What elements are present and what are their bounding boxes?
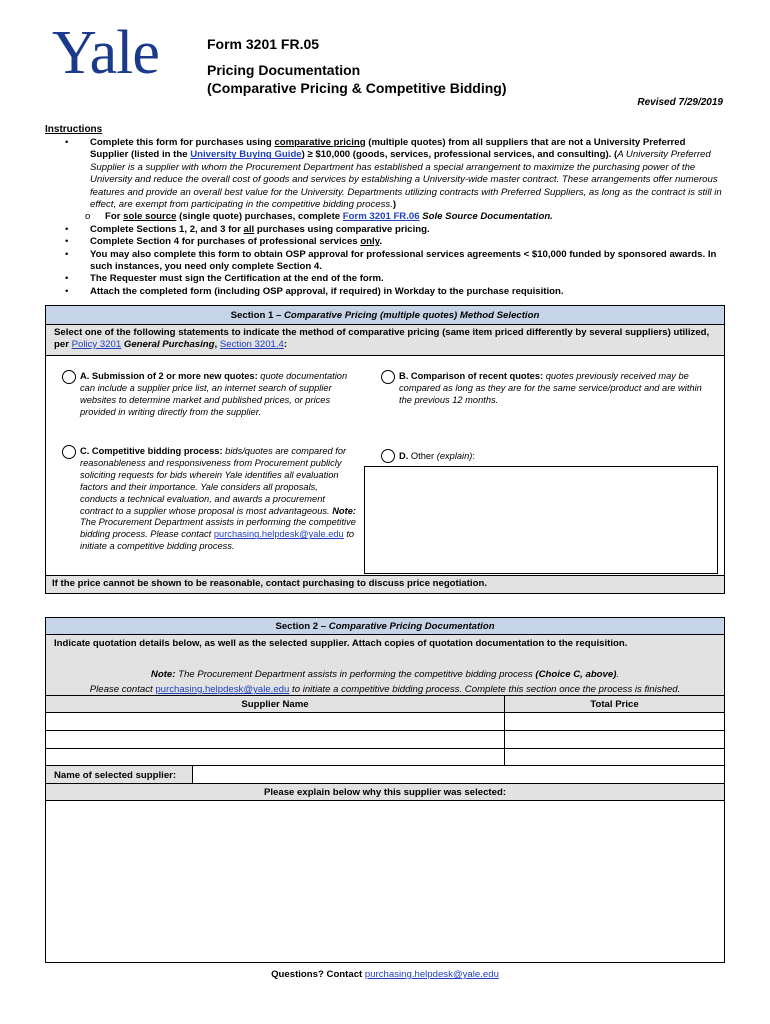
purchasing-helpdesk-email-link[interactable]: purchasing.helpdesk@yale.edu: [155, 684, 290, 695]
bullet-icon: •: [65, 137, 69, 148]
section2-note-text: The Procurement Department assists in performing the competitive bidding process: [175, 669, 536, 680]
instruction-text: Complete Section 4 for purchases of professional services: [90, 236, 361, 248]
form-3201-fr06-link[interactable]: Form 3201 FR.06: [342, 211, 420, 223]
section1-title-text: Comparative Pricing (multiple quotes) Method Selection: [283, 310, 540, 321]
form-title-line2: (Comparative Pricing & Competitive Bidding): [207, 80, 507, 96]
option-d-description: Other: [408, 451, 437, 461]
bullet-icon: •: [65, 273, 69, 285]
instruction-text: purchases using comparative pricing.: [254, 223, 430, 235]
option-c-text: [80, 446, 356, 553]
option-b-radio[interactable]: [381, 370, 395, 384]
option-d-colon: :: [472, 451, 475, 461]
option-b-label: B. Comparison of recent quotes:: [399, 371, 544, 381]
option-a-label: A. Submission of 2 or more new quotes:: [80, 371, 258, 381]
instruction-item: [65, 223, 725, 236]
section2-contact-text: Please contact: [89, 684, 156, 695]
instruction-text: Complete Sections 1, 2, and 3 for: [90, 223, 244, 235]
supplier-name-field-2[interactable]: [45, 730, 505, 749]
form-number: Form 3201 FR.05: [207, 36, 320, 52]
option-a-description: quote documentation can include a supplier price list, an internet search of supplier websites to determine market and published prices, or prices provided in writing directly from the supplier.: [80, 371, 348, 417]
section-3201-4-link[interactable]: Section 3201.4: [219, 339, 284, 350]
bullet-icon: •: [65, 285, 69, 297]
section2-note-label: Note:: [150, 669, 176, 680]
supplier-name-field-3[interactable]: [45, 748, 505, 766]
instruction-text: .: [379, 236, 382, 248]
instruction-text: ) ≥ $10,000 (goods, services, professional services, and consulting). (: [301, 149, 618, 161]
supplier-name-header-text: Supplier Name: [241, 699, 309, 710]
footer-email-link[interactable]: purchasing.helpdesk@yale.edu: [364, 969, 499, 980]
preferred-supplier-note: A University Preferred Supplier is a supplier with whom the Procurement Department has established a special arrangement to maximize the purchasing power of the University and reduce the overall cost of goods and services by establishing a University-wide master contract. These arrangements offer numerous features and provide an overall best value for the University. Departments utilizing contracts with Preferred Suppliers, as long as the contract is still in effect, are exempt from participating in the competitive bidding process.: [90, 149, 722, 211]
section2-title-prefix: Section 2 –: [275, 621, 329, 632]
instructions-heading: Instructions: [45, 124, 103, 135]
total-price-field-3[interactable]: [504, 748, 725, 766]
page-footer: [0, 969, 770, 981]
section1-footer-text: If the price cannot be shown to be reasonable, contact purchasing to discuss price negotiation.: [52, 578, 487, 589]
explain-field[interactable]: [45, 800, 725, 963]
section1-title-prefix: Section 1 –: [230, 310, 284, 321]
instruction-item: [65, 285, 725, 298]
instruction-item: [65, 248, 725, 274]
selected-supplier-field[interactable]: [192, 765, 725, 784]
total-price-header-text: Total Price: [590, 699, 639, 710]
option-d-explain: (explain): [436, 451, 473, 461]
explain-header-text: Please explain below why this supplier was selected:: [263, 787, 507, 798]
total-price-header: [504, 695, 725, 713]
instruction-text: For: [105, 211, 124, 223]
section1-footer: [45, 575, 725, 594]
supplier-name-header: [45, 695, 505, 713]
section1-instruction-text: :: [283, 339, 288, 350]
section1-instruction-text: ,: [214, 339, 220, 350]
selected-supplier-label: [45, 765, 193, 784]
option-a-text: [80, 371, 358, 419]
instruction-text: ): [392, 199, 397, 211]
section2-title: [45, 617, 725, 635]
purchasing-helpdesk-email-link[interactable]: purchasing.helpdesk@yale.edu: [213, 529, 344, 540]
supplier-name-field-1[interactable]: [45, 712, 505, 731]
total-price-field-1[interactable]: [504, 712, 725, 731]
instruction-text: Complete this form for purchases using: [90, 137, 275, 148]
section1-title: [45, 305, 725, 325]
instruction-text: The Requester must sign the Certification at the end of the form.: [90, 273, 384, 285]
section2-instructions: [45, 634, 725, 696]
section1-instructions: [45, 324, 725, 356]
option-b-text: [399, 371, 711, 407]
revised-date: Revised 7/29/2019: [637, 97, 723, 108]
bullet-icon: •: [65, 223, 69, 235]
section2-indicate-text: Indicate quotation details below, as well as the selected supplier. Attach copies of quotation documentation to the requisition.: [54, 638, 628, 649]
option-c-description: bids/quotes are compared for reasonableness and responsiveness from Procurement publicly soliciting requests for bids wherein Yale identifies all evaluation factors and their importance. Yale considers all proposals, conducts a technical evaluation, and awards a procurement contract to a supplier whose proposal is most advantageous.: [80, 446, 347, 516]
yale-logo: Yale: [52, 19, 159, 87]
section2-note-end: .: [616, 669, 620, 680]
instruction-item: [65, 273, 725, 285]
instruction-item: [65, 236, 725, 248]
total-price-field-2[interactable]: [504, 730, 725, 749]
option-b-description: quotes previously received may be compared as long as they are for the same service/product and are within the previous 12 months.: [399, 371, 702, 405]
option-c-label: C. Competitive bidding process:: [80, 446, 223, 456]
instruction-text: all: [243, 223, 255, 235]
form-title-line1: Pricing Documentation: [207, 62, 361, 78]
university-buying-guide-link[interactable]: University Buying Guide: [190, 149, 302, 161]
option-d-label: D.: [399, 451, 409, 461]
option-c-note: The Procurement Department assists in performing the competitive bidding process. Please contact: [80, 517, 356, 540]
option-c-note-end: to initiate a competitive bidding process.: [80, 529, 355, 552]
option-d-explain-field[interactable]: [364, 466, 718, 574]
policy-3201-link[interactable]: Policy 3201: [71, 339, 122, 350]
instruction-item: [65, 137, 725, 224]
option-a-radio[interactable]: [62, 370, 76, 384]
section1-instruction-text: General Purchasing: [121, 339, 215, 350]
instruction-text: Attach the completed form (including OSP approval, if required) in Workday to the purchase requisition.: [90, 285, 564, 297]
footer-questions-text: Questions? Contact: [271, 969, 365, 980]
option-c-note-label: Note:: [332, 505, 356, 516]
sole-source-term: sole source: [123, 211, 177, 223]
instructions-block: [45, 137, 725, 298]
option-d-text: [399, 451, 475, 463]
section2-title-text: Comparative Pricing Documentation: [328, 621, 495, 632]
section2-note: [54, 669, 716, 681]
instruction-text: (multiple quotes) from all suppliers that are not a University Preferred Supplier (listed in the: [90, 137, 686, 161]
instruction-text: Sole Source Documentation.: [419, 211, 553, 223]
instruction-subitem: [85, 211, 725, 223]
bullet-icon: •: [65, 248, 69, 260]
instruction-text: only: [360, 236, 380, 248]
section2-note-choice: (Choice C, above): [535, 669, 617, 680]
explain-header: [45, 783, 725, 801]
circle-bullet-icon: o: [85, 211, 91, 223]
option-d-radio[interactable]: [381, 449, 395, 463]
comparative-pricing-term: comparative pricing: [274, 137, 366, 148]
bullet-icon: •: [65, 236, 69, 248]
selected-supplier-label-text: Name of selected supplier:: [54, 770, 177, 781]
option-c-radio[interactable]: [62, 445, 76, 459]
section2-contact-text: to initiate a competitive bidding process. Complete this section once the process is finished.: [289, 684, 681, 695]
instruction-text: (single quote) purchases, complete: [176, 211, 343, 223]
section1-instruction-text: Select one of the following statements to indicate the method of comparative pricing (same item priced differently by several suppliers) utilized, per: [54, 327, 710, 350]
instruction-text: You may also complete this form to obtain OSP approval for professional services agreements < $10,000 funded by sponsored awards. In such instances, you need only complete Section 4.: [90, 248, 717, 273]
